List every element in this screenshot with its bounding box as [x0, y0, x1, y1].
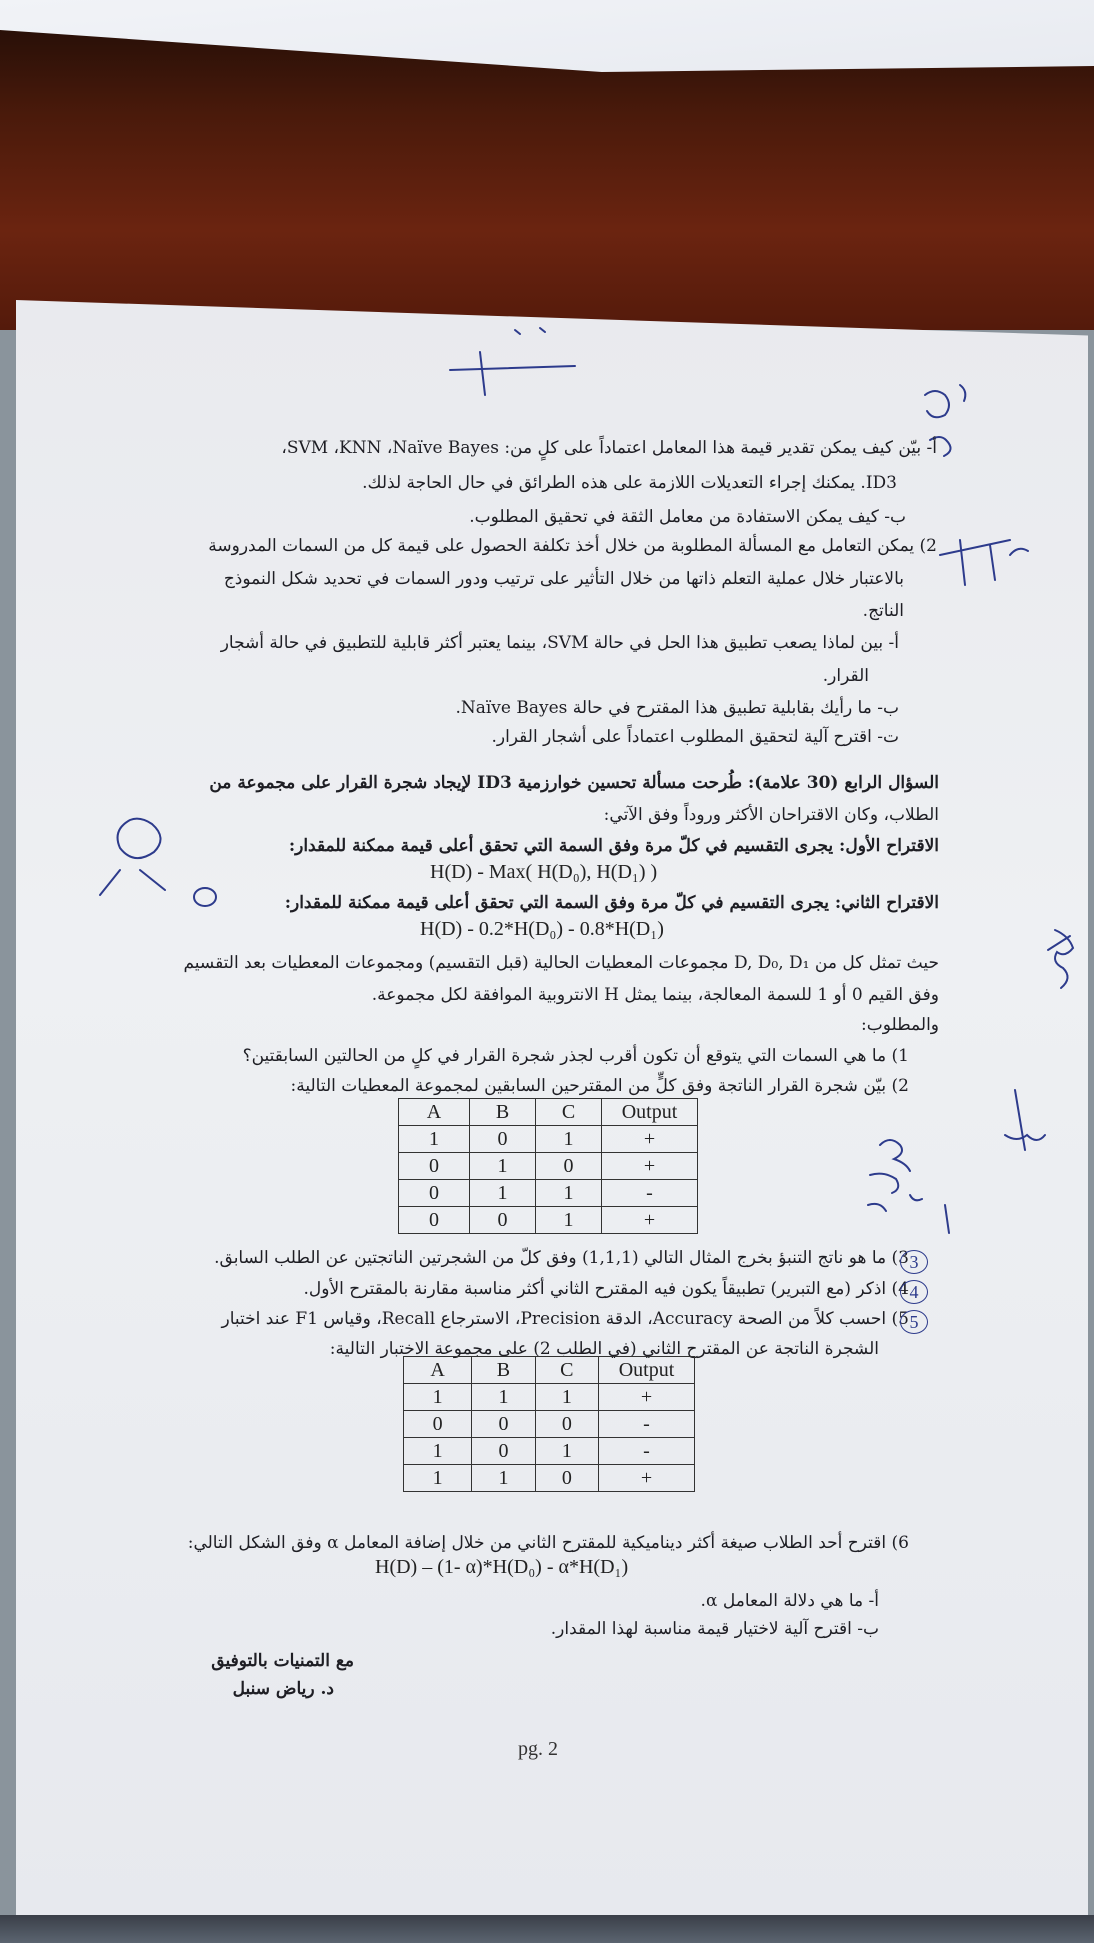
- formula-proposal-2: H(D) - 0.2*H(D₀) - 0.8*H(D₁): [420, 918, 664, 940]
- table-row: [404, 1384, 695, 1411]
- column-header: C: [535, 1357, 598, 1384]
- table-cell: 0: [404, 1411, 472, 1438]
- table-row: [404, 1465, 695, 1492]
- table-cell: 0: [535, 1465, 598, 1492]
- table-cell: 1: [536, 1126, 602, 1153]
- table-cell: 0: [470, 1207, 536, 1234]
- circled-number-5: 5: [900, 1310, 928, 1334]
- question-1b: ب- كيف يمكن الاستفادة من معامل الثقة في تحقيق المطلوب.: [469, 507, 906, 527]
- table-cell: -: [602, 1180, 698, 1207]
- question-2t: ت- اقترح آلية لتحقيق المطلوب اعتماداً على أشجار القرار.: [491, 727, 899, 747]
- table-cell: 1: [404, 1465, 472, 1492]
- question-2-line1: 2) يمكن التعامل مع المسألة المطلوبة من خلال أخذ تكلفة الحصول على قيمة كل من السمات المدروسة: [208, 536, 937, 556]
- table-cell: 1: [399, 1126, 470, 1153]
- table-cell: 1: [536, 1180, 602, 1207]
- table-cell: 0: [536, 1153, 602, 1180]
- definitions-line2: وفق القيم 0 أو 1 للسمة المعالجة، بينما يمثل H الانتروبية الموافقة لكل مجموعة.: [371, 985, 939, 1005]
- table-cell: +: [602, 1153, 698, 1180]
- formula-proposal-1: H(D) - Max( H(D₀), H(D₁) ): [430, 861, 658, 883]
- definitions-line1: حيث تمثل كل من D, D₀, D₁ مجموعات المعطيات الحالية (قبل التقسيم) ومجموعات المعطيات بعد التقسيم: [183, 953, 939, 973]
- circled-number-4: 4: [900, 1280, 928, 1304]
- proposal-1: الاقتراح الأول: يجرى التقسيم في كلّ مرة وفق السمة التي تحقق أعلى قيمة ممكنة للمقدار:: [288, 836, 939, 856]
- table-cell: 1: [472, 1384, 535, 1411]
- question-2a-line2: القرار.: [822, 666, 869, 686]
- table-header-row: [404, 1357, 695, 1384]
- question-2-line2: بالاعتبار خلال عملية التعلم ذاتها من خلال التأثير على ترتيب ودور السمات في تحديد شكل النموذج: [223, 569, 904, 589]
- column-header: Output: [599, 1357, 695, 1384]
- requirement-6: 6) اقترح أحد الطلاب صيغة أكثر ديناميكية للمقترح الثاني من خلال إضافة المعامل α وفق الشكل التالي:: [187, 1533, 909, 1553]
- table-row: [399, 1126, 698, 1153]
- test-data-table: [403, 1356, 695, 1492]
- proposal-2: الاقتراح الثاني: يجرى التقسيم في كلّ مرة وفق السمة التي تحقق أعلى قيمة ممكنة للمقدار:: [284, 893, 939, 913]
- circled-number-3: 3: [900, 1250, 928, 1274]
- question-1a-line2: ID3. يمكنك إجراء التعديلات اللازمة على هذه الطرائق في حال الحاجة لذلك.: [362, 473, 897, 493]
- table-cell: 0: [399, 1153, 470, 1180]
- table-cell: 1: [472, 1465, 535, 1492]
- question-4-intro: الطلاب، وكان الاقتراحان الأكثر وروداً وفق الآتي:: [603, 805, 939, 825]
- formula-proposal-6: H(D) – (1- α)*H(D₀) - α*H(D₁): [375, 1556, 629, 1578]
- table-cell: 1: [470, 1153, 536, 1180]
- table-cell: +: [602, 1207, 698, 1234]
- requirement-4: 4) اذكر (مع التبرير) تطبيقاً يكون فيه المقترح الثاني أكثر مناسبة مقارنة بالمقترح الأول.: [303, 1279, 909, 1299]
- closing-wishes: مع التمنيات بالتوفيق: [211, 1651, 354, 1671]
- table-cell: +: [599, 1384, 695, 1411]
- table-cell: 1: [404, 1438, 472, 1465]
- question-2a-line1: أ- بين لماذا يصعب تطبيق هذا الحل في حالة SVM، بينما يعتبر أكثر قابلية للتطبيق في حالة أشجار: [220, 633, 899, 653]
- table-cell: -: [599, 1438, 695, 1465]
- table-cell: 1: [535, 1384, 598, 1411]
- column-header: A: [399, 1099, 470, 1126]
- table-cell: 0: [472, 1438, 535, 1465]
- question-1a-line1: أ- بيّن كيف يمكن تقدير قيمة هذا المعامل اعتماداً على كلٍ من: SVM ،KNN ،Naïve Bayes،: [281, 438, 937, 458]
- table-cell: 1: [404, 1384, 472, 1411]
- column-header: C: [536, 1099, 602, 1126]
- table-cell: 0: [472, 1411, 535, 1438]
- requirement-5-line1: 5) احسب كلاً من الصحة Accuracy، الدقة Precision، الاسترجاع Recall، وقياس F1 عند اختبار: [221, 1309, 909, 1329]
- training-data-table: [398, 1098, 698, 1234]
- requirement-6a: أ- ما هي دلالة المعامل α.: [700, 1591, 879, 1611]
- table-header-row: [399, 1099, 698, 1126]
- page-number: pg. 2: [518, 1738, 558, 1760]
- table-cell: 0: [399, 1180, 470, 1207]
- requirement-6b: ب- اقترح آلية لاختيار قيمة مناسبة لهذا المقدار.: [550, 1619, 879, 1639]
- requirement-2: 2) بيّن شجرة القرار الناتجة وفق كلٍّ من المقترحين السابقين لمجموعة المعطيات التالية:: [290, 1076, 909, 1096]
- table-row: [404, 1411, 695, 1438]
- question-2-line3: الناتج.: [862, 601, 904, 621]
- instructor-name: د. رياض سنبل: [232, 1679, 334, 1699]
- table-cell: 1: [470, 1180, 536, 1207]
- column-header: B: [470, 1099, 536, 1126]
- requirement-3: 3) ما هو ناتج التنبؤ بخرج المثال التالي (1,1,1) وفق كلّ من الشجرتين الناتجتين عن الطلب السابق.: [214, 1248, 909, 1268]
- table-cell: 1: [536, 1207, 602, 1234]
- table-row: [399, 1207, 698, 1234]
- requirement-1: 1) ما هي السمات التي يتوقع أن تكون أقرب لجذر شجرة القرار في كلٍ من الحالتين السابقتين؟: [242, 1046, 909, 1066]
- table-cell: 0: [535, 1411, 598, 1438]
- question-4-heading: السؤال الرابع (30 علامة): طُرحت مسألة تحسين خوارزمية ID3 لإيجاد شجرة القرار على مجموعة من: [209, 773, 939, 793]
- table-row: [399, 1180, 698, 1207]
- table-cell: +: [602, 1126, 698, 1153]
- table-cell: -: [599, 1411, 695, 1438]
- table-row: [404, 1438, 695, 1465]
- requirements-label: والمطلوب:: [860, 1015, 939, 1035]
- table-cell: 1: [535, 1438, 598, 1465]
- column-header: B: [472, 1357, 535, 1384]
- table-cell: 0: [470, 1126, 536, 1153]
- column-header: Output: [602, 1099, 698, 1126]
- table-cell: +: [599, 1465, 695, 1492]
- table-cell: 0: [399, 1207, 470, 1234]
- question-2b: ب- ما رأيك بقابلية تطبيق هذا المقترح في حالة Naïve Bayes.: [455, 698, 899, 718]
- requirement-5-line2: الشجرة الناتجة عن المقترح الثاني (في الطلب 2) على مجموعة الاختبار التالية:: [329, 1339, 879, 1359]
- column-header: A: [404, 1357, 472, 1384]
- table-row: [399, 1153, 698, 1180]
